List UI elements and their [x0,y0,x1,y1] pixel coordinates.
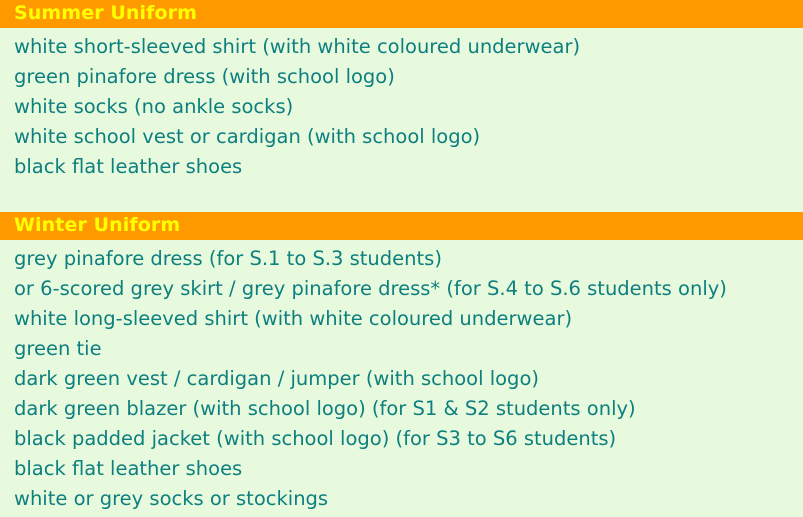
list-item: white short-sleeved shirt (with white coloured underwear) [14,35,581,58]
list-item: black flat leather shoes [14,155,243,178]
list-item: grey pinafore dress (for S.1 to S.3 students) [14,247,442,270]
list-item: green pinafore dress (with school logo) [14,65,395,88]
summer-uniform-section [0,0,803,182]
list-item: white or grey socks or stockings [14,487,329,510]
list-item: white socks (no ankle socks) [14,95,294,118]
winter-uniform-heading: Winter Uniform [0,212,803,240]
list-item: dark green blazer (with school logo) (for S1 & S2 students only) [14,397,636,420]
list-item: or 6-scored grey skirt / grey pinafore dress* (for S.4 to S.6 students only) [14,277,727,300]
summer-uniform-items [0,32,803,182]
list-item: dark green vest / cardigan / jumper (with school logo) [14,367,539,390]
list-item: green tie [14,337,102,360]
summer-uniform-heading: Summer Uniform [0,0,803,28]
list-item: black flat leather shoes [14,457,243,480]
winter-uniform-items [0,244,803,514]
list-item: white long-sleeved shirt (with white coloured underwear) [14,307,573,330]
winter-uniform-section [0,212,803,514]
list-item: black padded jacket (with school logo) (for S3 to S6 students) [14,427,617,450]
list-item: white school vest or cardigan (with school logo) [14,125,481,148]
section-gap [0,182,803,212]
